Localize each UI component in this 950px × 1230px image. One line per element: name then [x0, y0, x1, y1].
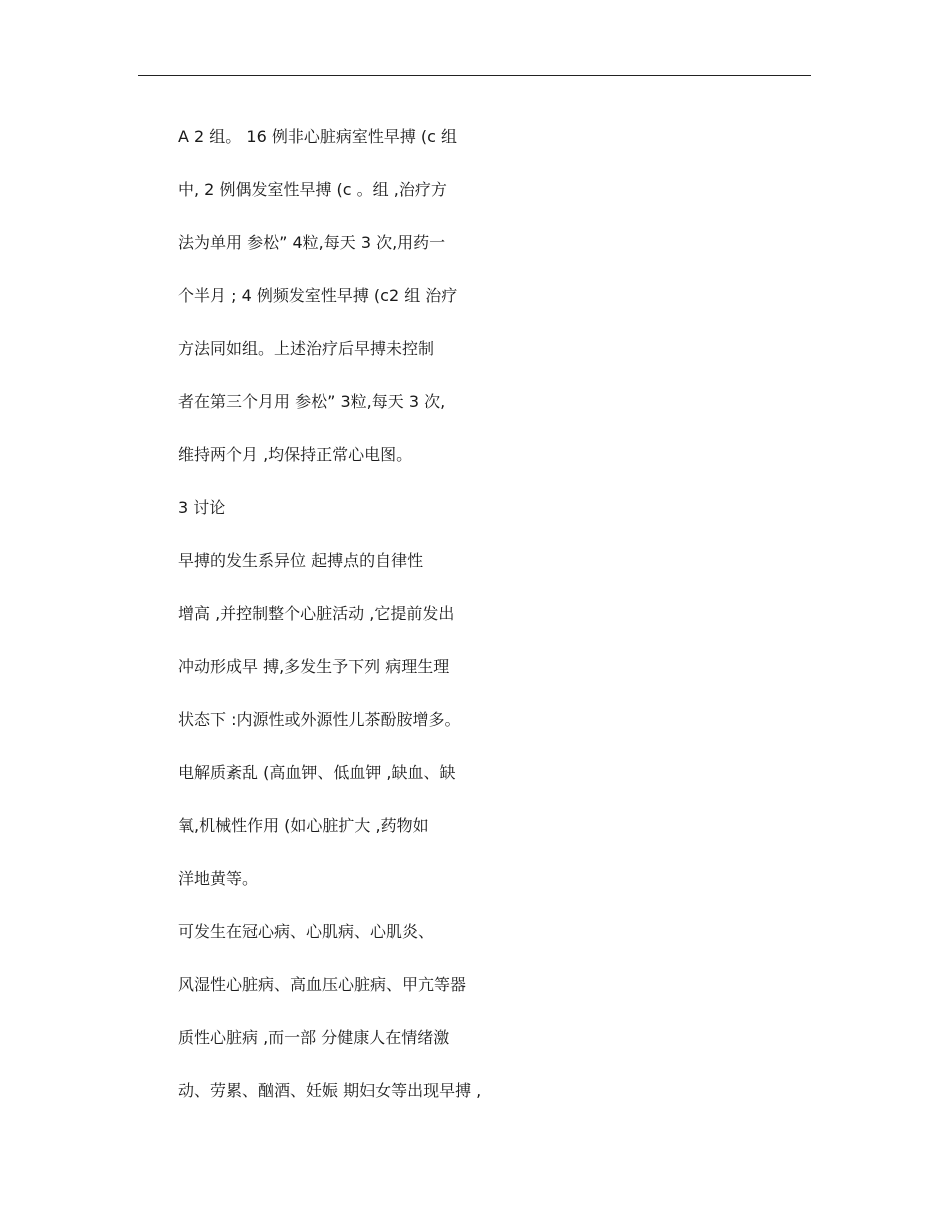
- text-line: 质性心脏病 ,而一部 分健康人在情绪激: [178, 1028, 450, 1047]
- text-line: 者在第三个月用 参松” 3粒,每天 3 次,: [178, 392, 446, 411]
- text-line: 冲动形成早 搏,多发生予下列 病理生理: [178, 657, 450, 676]
- text-line: 氧,机械性作用 (如心脏扩大 ,药物如: [178, 816, 429, 835]
- text-line: 中, 2 例偶发室性早搏 (c 。组 ,治疗方: [178, 180, 447, 199]
- section-heading: 3 讨论: [178, 498, 226, 517]
- text-line: 方法同如组。上述治疗后早搏未控制: [178, 339, 435, 358]
- text-line: 早搏的发生系异位 起搏点的自律性: [178, 551, 424, 570]
- header-rule: [138, 75, 811, 76]
- text-line: 风湿性心脏病、高血压心脏病、甲亢等器: [178, 975, 467, 994]
- body-text: [178, 122, 738, 1129]
- text-line: 洋地黄等。: [178, 869, 259, 888]
- text-line: A 2 组。 16 例非心脏病室性早搏 (c 组: [178, 127, 458, 146]
- text-line: 动、劳累、酗酒、妊娠 期妇女等出现早搏 ,: [178, 1081, 482, 1100]
- text-line: 维持两个月 ,均保持正常心电图。: [178, 445, 413, 464]
- text-line: 可发生在冠心病、心肌病、心肌炎、: [178, 922, 435, 941]
- text-line: 状态下 :内源性或外源性儿茶酚胺增多。: [178, 710, 461, 729]
- text-line: 个半月 ; 4 例频发室性早搏 (c2 组 治疗: [178, 286, 458, 305]
- text-line: 增高 ,并控制整个心脏活动 ,它提前发出: [178, 604, 455, 623]
- text-line: 法为单用 参松” 4粒,每天 3 次,用药一: [178, 233, 446, 252]
- text-line: 电解质紊乱 (高血钾、低血钾 ,缺血、缺: [178, 763, 456, 782]
